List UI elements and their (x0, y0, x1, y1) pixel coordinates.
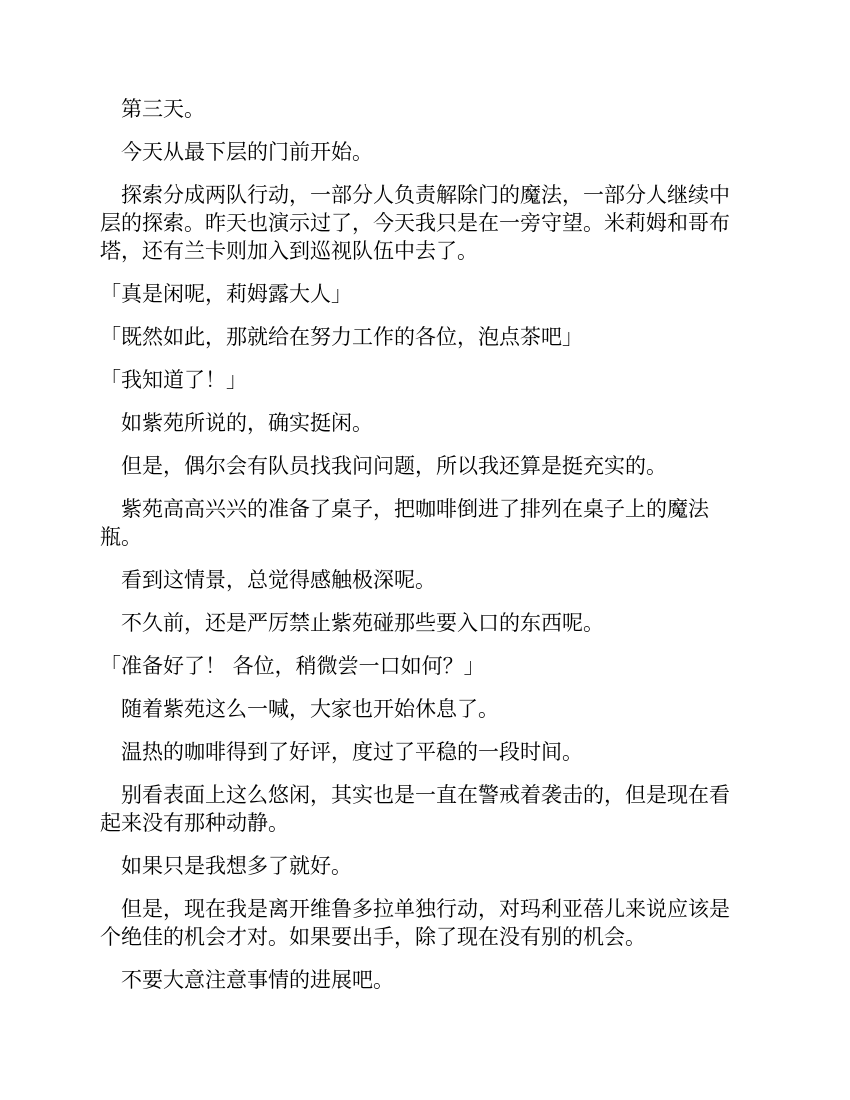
paragraph: 但是，偶尔会有队员找我问问题，所以我还算是挺充实的。 (121, 454, 667, 478)
paragraph: 今天从最下层的门前开始。 (121, 140, 373, 164)
paragraph: 温热的咖啡得到了好评，度过了平稳的一段时间。 (121, 740, 583, 764)
paragraph: 如果只是我想多了就好。 (121, 854, 352, 878)
dialogue-line: 「准备好了！ 各位，稍微尝一口如何？」 (100, 654, 485, 678)
paragraph: 紫苑高高兴兴的准备了桌子，把咖啡倒进了排列在桌子上的魔法瓶。 (100, 497, 709, 549)
dialogue-line: 「既然如此，那就给在努力工作的各位，泡点茶吧」 (100, 325, 583, 349)
paragraph: 不久前，还是严厉禁止紫苑碰那些要入口的东西呢。 (121, 611, 604, 635)
paragraph: 别看表面上这么悠闲，其实也是一直在警戒着袭击的，但是现在看起来没有那种动静。 (100, 783, 730, 835)
paragraph: 探索分成两队行动，一部分人负责解除门的魔法，一部分人继续中层的探索。昨天也演示过了，今天我只是在一旁守望。米莉姆和哥布塔，还有兰卡则加入到巡视队伍中去了。 (100, 183, 730, 263)
dialogue-line: 「真是闲呢，莉姆露大人」 (100, 282, 352, 306)
paragraph: 如紫苑所说的，确实挺闲。 (121, 411, 373, 435)
paragraph: 看到这情景，总觉得感触极深呢。 (121, 568, 436, 592)
document-page (100, 95, 750, 1009)
paragraph: 第三天。 (121, 97, 205, 121)
paragraph: 随着紫苑这么一喊，大家也开始休息了。 (121, 697, 499, 721)
paragraph: 不要大意注意事情的进展吧。 (121, 968, 394, 992)
dialogue-line: 「我知道了！」 (100, 368, 247, 392)
paragraph: 但是，现在我是离开维鲁多拉单独行动，对玛利亚蓓儿来说应该是个绝佳的机会才对。如果要出手，除了现在没有别的机会。 (100, 897, 730, 949)
